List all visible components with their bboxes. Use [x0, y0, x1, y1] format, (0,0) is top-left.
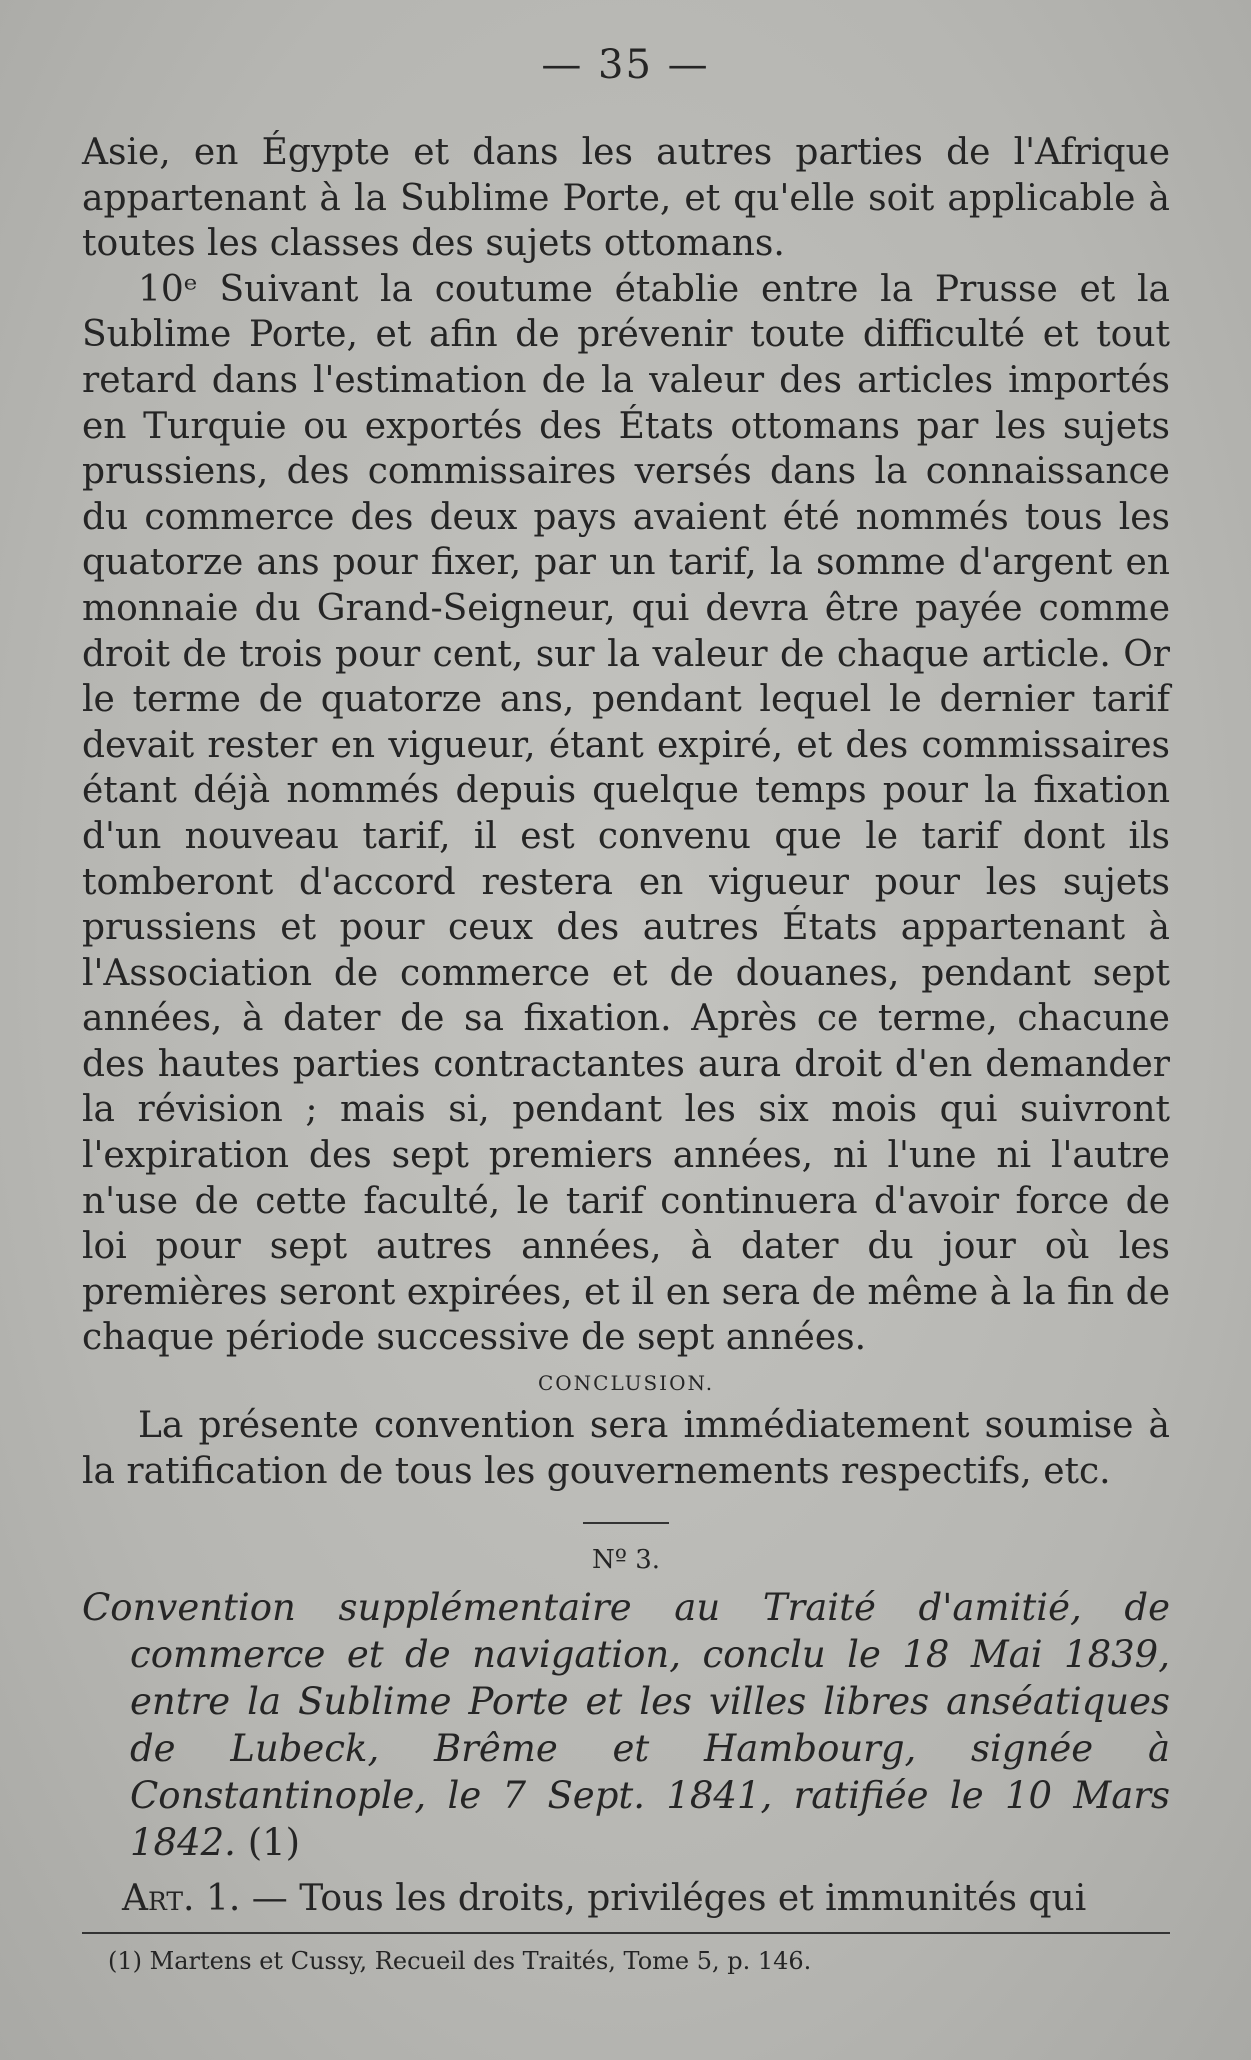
paragraph-article-10: 10ᵉ Suivant la coutume établie entre la Prusse et la Sublime Porte, et afin de prévenir toute difficulté et tout retard dans l'estimation de la valeur des articles importés en Turquie ou exportés des États ottomans par les sujets prussiens, des commissaires versés dans la connaissance du commerce des deux pays avaient été nommés tous les quatorze ans pour fixer, par un tarif, la somme d'argent en monnaie du Grand-Seigneur, qui devra être payée comme droit de trois pour cent, sur la valeur de chaque article. Or le terme de quatorze ans, pendant lequel le dernier tarif devait rester en vigueur, étant expiré, et des commissaires étant déjà nommés depuis quelque temps pour la fixation d'un nouveau tarif, il est convenu que le tarif dont ils tomberont d'accord restera en vigueur pour les sujets prussiens et pour ceux des autres États appartenant à l'Association de commerce et de douanes, pendant sept années, à dater de sa fixation. Après ce terme, chacune des hautes parties contractantes aura droit d'en demander la révision ; mais si, pendant les six mois qui suivront l'expiration des sept premiers années, ni l'une ni l'autre n'use de cette faculté, le tarif continuera d'avoir force de loi pour sept autres années, à dater du jour où les premières seront expirées, et il en sera de même à la fin de chaque période successive de sept années.: [82, 268, 1170, 1359]
page-body: [82, 130, 1170, 1978]
treaty-title: [82, 1584, 1170, 1866]
footnote-divider: [82, 1932, 1170, 1934]
treaty-title-text: Convention supplémentaire au Traité d'amitié, de commerce et de navigation, conclu le 18 Mai 1839, entre la Sublime Porte et les villes libres anséatiques de Lubeck, Brême et Hambourg, signée à Constantinople, le 7 Sept. 1841, ratifiée le 10 Mars 1842.: [82, 1586, 1170, 1865]
article-1: [82, 1876, 1170, 1922]
footnote-reference: (1): [247, 1821, 301, 1865]
paragraph-continuation: Asie, en Égypte et dans les autres parties de l'Afrique appartenant à la Sublime Porte, et qu'elle soit applicable à toutes les classes des sujets ottomans.: [82, 132, 1170, 265]
page-number: — 35 —: [541, 42, 710, 88]
section-divider: [583, 1522, 669, 1524]
conclusion-heading: CONCLUSION.: [537, 1371, 715, 1396]
conclusion-text: La présente convention sera immédiatement soumise à la ratification de tous les gouvernements respectifs, etc.: [82, 1405, 1170, 1492]
article-label: Art. 1.: [122, 1878, 241, 1920]
document-number: Nº 3.: [591, 1545, 661, 1576]
footnote: (1) Martens et Cussy, Recueil des Traités, Tome 5, p. 146.: [108, 1947, 812, 1976]
article-text: — Tous les droits, priviléges et immunités qui: [251, 1878, 1087, 1920]
